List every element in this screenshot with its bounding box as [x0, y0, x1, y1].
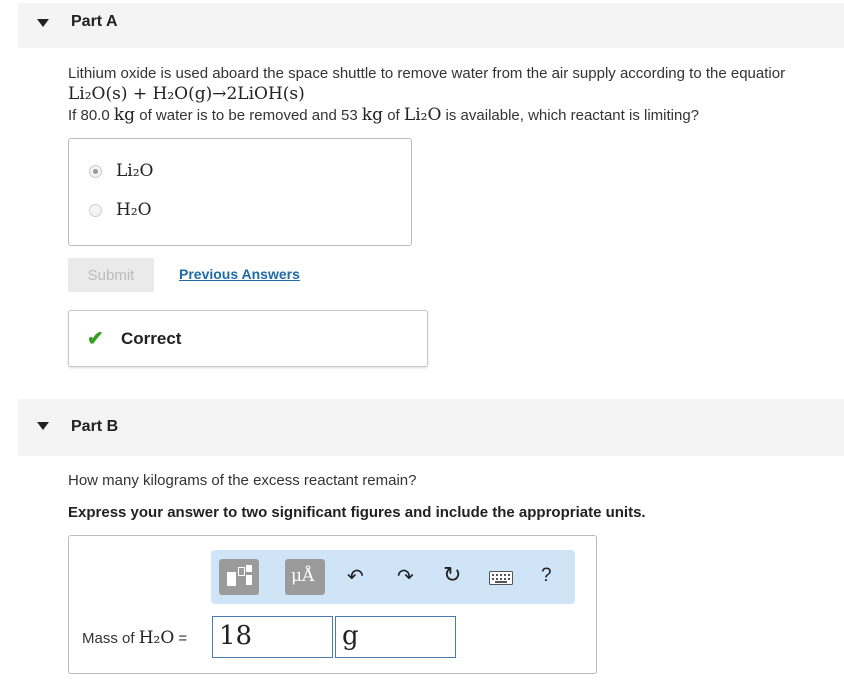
answer-area — [68, 535, 597, 674]
question-suffix: is available, which reactant is limiting? — [441, 107, 700, 124]
radio-button[interactable] — [89, 204, 102, 217]
unit-input[interactable] — [335, 616, 456, 658]
units-label: μÅ — [291, 566, 315, 586]
help-button[interactable]: ? — [541, 565, 552, 586]
choice-h2o[interactable] — [89, 200, 152, 220]
keyboard-icon[interactable] — [489, 571, 513, 585]
part-b-header[interactable] — [18, 399, 844, 456]
choice-label: H₂O — [116, 200, 152, 220]
choice-li2o[interactable] — [89, 161, 153, 181]
answer-choices — [68, 138, 412, 246]
mass-label-prefix: Mass of — [82, 630, 139, 647]
redo-icon[interactable]: ↷ — [397, 566, 414, 588]
part-a-header[interactable] — [18, 3, 844, 48]
collapse-triangle-icon[interactable] — [37, 19, 49, 27]
reaction-equation: Li₂O(s) + H₂O(g)→2LiOH(s) — [68, 84, 305, 104]
mass-label-suffix: = — [174, 630, 188, 647]
choice-label: Li₂O — [116, 161, 154, 181]
part-a-intro: Lithium oxide is used aboard the space shuttle to remove water from the air supply according to the equatior — [68, 65, 786, 82]
part-a-question — [68, 105, 699, 125]
reset-icon[interactable]: ↻ — [443, 562, 462, 587]
previous-answers-link[interactable]: Previous Answers — [179, 266, 300, 282]
undo-icon[interactable]: ↶ — [347, 566, 364, 588]
question-of: of — [383, 107, 404, 124]
templates-button[interactable] — [219, 559, 259, 595]
mass-species: H₂O — [138, 628, 175, 648]
unit-text: g — [342, 621, 359, 651]
question-prefix: If 80.0 — [68, 107, 114, 124]
collapse-triangle-icon[interactable] — [37, 422, 49, 430]
part-b-instruction: Express your answer to two significant figures and include the appropriate units. — [68, 504, 646, 521]
feedback-correct — [68, 310, 428, 367]
part-b-label: Part B — [71, 418, 119, 435]
value-text: 18 — [219, 621, 253, 651]
value-input[interactable] — [212, 616, 333, 658]
mass-label — [82, 628, 187, 648]
units-button[interactable] — [285, 559, 325, 595]
checkmark-icon: ✔ — [87, 328, 104, 350]
part-b-question: How many kilograms of the excess reactant remain? — [68, 472, 417, 489]
question-unit-kg-2: kg — [361, 105, 384, 125]
radio-button-selected[interactable] — [89, 165, 102, 178]
feedback-label: Correct — [121, 329, 182, 348]
question-species: Li₂O — [403, 105, 442, 125]
question-mid: of water is to be removed and 53 — [135, 107, 362, 124]
part-a-label: Part A — [71, 13, 118, 30]
equation-toolbar — [211, 550, 575, 604]
question-unit-kg: kg — [113, 105, 136, 125]
submit-button[interactable]: Submit — [68, 258, 154, 292]
